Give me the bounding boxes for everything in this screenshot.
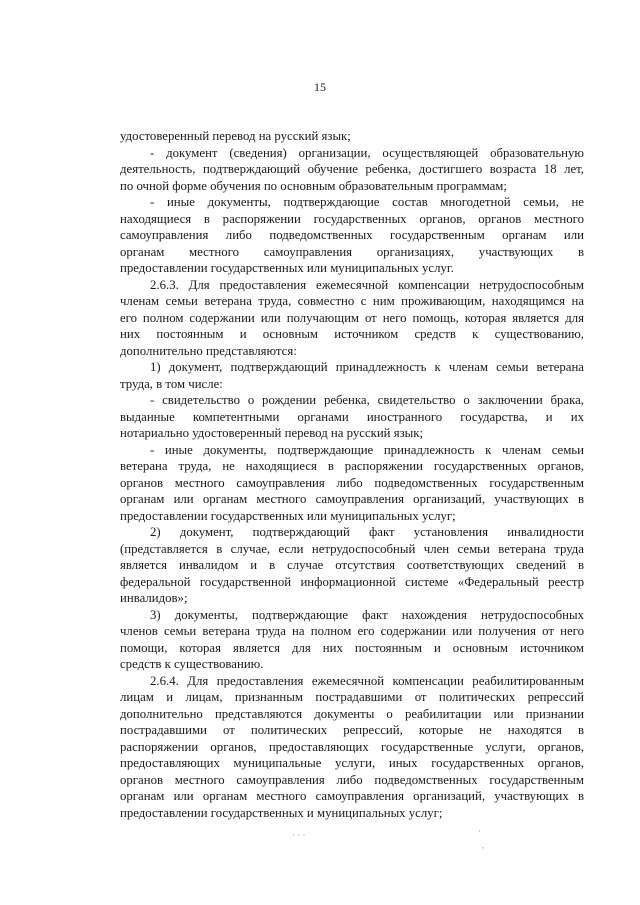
scan-speck: , <box>482 840 485 850</box>
text-line: (представляется в случае, если нетрудоспособный член семьи ветерана труда <box>120 541 584 556</box>
text-line: деятельность, подтверждающий обучение ребенка, достигшего возраста 18 лет, <box>120 162 584 176</box>
text-line: по очной форме обучения по основным образовательным программам; <box>120 178 507 193</box>
text-line: труда, в том числе: <box>120 376 223 391</box>
text-line: органам местного самоуправления организациях, участвующих в <box>120 244 584 259</box>
text-line: инвалидов»; <box>120 591 188 605</box>
text-line: органов местного самоуправления либо подведомственных государственным <box>120 772 584 787</box>
text-line: 2.6.3. Для предоставления ежемесячной компенсации нетрудоспособным <box>150 277 584 292</box>
scan-speck: · <box>478 826 481 836</box>
text-line: 2.6.4. Для предоставления ежемесячной компенсации реабилитированным <box>150 673 584 688</box>
text-line: них постоянным и основным источником средств к существованию, <box>120 327 584 341</box>
text-line: членам семьи ветерана труда, совместно с ним проживающим, находящимся на <box>120 294 584 308</box>
text-line: предоставлении государственных или муниципальных услуг. <box>120 261 454 275</box>
text-line: - документ (сведения) организации, осуществляющей образовательную <box>150 145 584 160</box>
page-number: 15 <box>314 80 326 94</box>
text-line: - иные документы, подтверждающие состав многодетной семьи, не <box>150 195 584 209</box>
text-line: находящиеся в распоряжении государственных органов, органов местного <box>120 211 584 226</box>
text-line: предоставлении государственных или муниципальных услуг; <box>120 508 456 523</box>
text-line: дополнительно представляются: <box>120 343 297 358</box>
text-line: 2) документ, подтверждающий факт установления инвалидности <box>150 525 584 539</box>
text-line: органам или органам местного самоуправления организаций, участвующих в <box>120 492 584 506</box>
text-line: - иные документы, подтверждающие принадлежность к членам семьи <box>150 442 584 457</box>
text-line: предоставляющих муниципальные услуги, иных государственных органов, <box>120 756 584 770</box>
text-line: ветерана труда, не находящиеся в распоряжении государственных органов, <box>120 459 584 473</box>
text-line: 3) документы, подтверждающие факт нахождения нетрудоспособных <box>150 607 584 622</box>
text-line: помощи, которая является для них постоянным и основным источником <box>120 640 584 655</box>
text-line: - свидетельство о рождении ребенка, свидетельство о заключении брака, <box>150 393 584 407</box>
text-line: предоставлении государственных и муниципальных услуг; <box>120 805 443 820</box>
text-line: является инвалидом и в случае отсутствия соответствующих сведений в <box>120 558 584 572</box>
text-line: органам или органам местного самоуправления организаций, участвующих в <box>120 789 584 803</box>
text-line: членов семьи ветерана труда на полном его содержании или получения от него <box>120 624 584 638</box>
document-body <box>120 128 584 821</box>
text-line: федеральной государственной информационной системе «Федеральный реестр <box>120 574 584 589</box>
text-line: нотариально удостоверенный перевод на русский язык; <box>120 426 424 440</box>
text-line: лицам и лицам, признанным пострадавшими от политических репрессий <box>120 690 584 704</box>
text-line: дополнительно представляются документы о реабилитации или признании <box>120 706 584 721</box>
text-line: удостоверенный перевод на русский язык; <box>120 129 351 143</box>
text-line: его полном содержании или получающим от него помощь, которая является для <box>120 310 584 325</box>
scan-speck: · · · <box>292 830 306 840</box>
text-line: выданные компетентными органами иностранного государства, и их <box>120 409 584 424</box>
text-line: 1) документ, подтверждающий принадлежность к членам семьи ветерана <box>150 360 584 374</box>
text-line: пострадавшими от политических репрессий, которые не находятся в <box>120 723 584 737</box>
text-line: органов местного самоуправления либо подведомственных государственным <box>120 475 584 490</box>
text-line: самоуправления либо подведомственных государственным органам или <box>120 228 584 242</box>
text-line: средств к существованию. <box>120 657 264 671</box>
text-line: распоряжении органов, предоставляющих государственные услуги, органов, <box>120 739 584 754</box>
